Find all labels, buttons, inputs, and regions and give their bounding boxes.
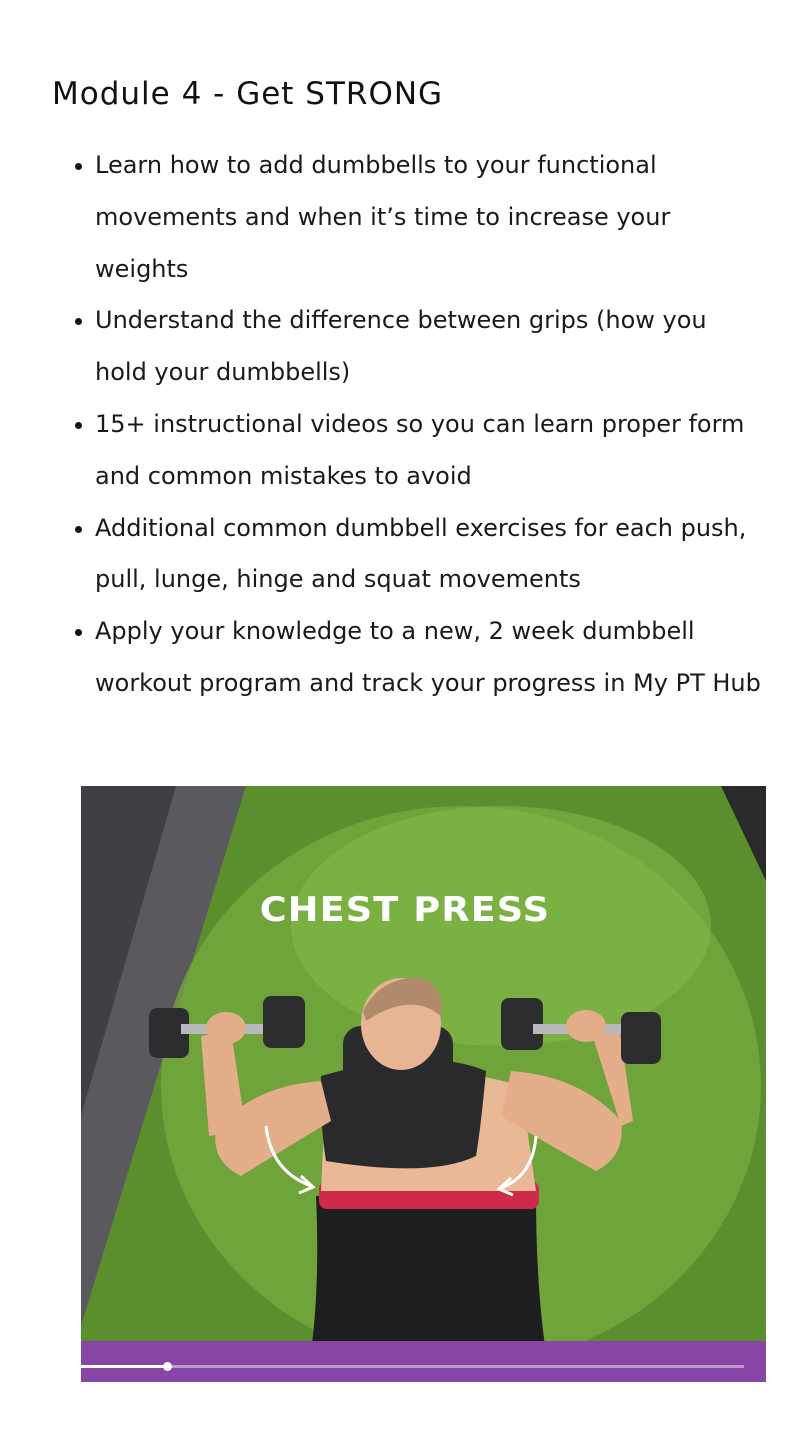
- progress-fill: [81, 1365, 167, 1368]
- feature-list: [95, 140, 765, 710]
- list-item: Additional common dumbbell exercises for each push, pull, lunge, hinge and squat movements: [95, 503, 765, 607]
- list-item: Understand the difference between grips (how you hold your dumbbells): [95, 295, 765, 399]
- video-overlay-title: CHEST PRESS: [259, 890, 551, 930]
- list-item: Apply your knowledge to a new, 2 week dumbbell workout program and track your progress in My PT Hub: [95, 606, 765, 710]
- video-player[interactable]: [81, 786, 766, 1382]
- module-title: Module 4 - Get STRONG: [52, 76, 444, 112]
- video-controls[interactable]: [81, 1341, 766, 1382]
- list-item: Learn how to add dumbbells to your functional movements and when it’s time to increase your weights: [95, 140, 765, 295]
- progress-knob[interactable]: [163, 1362, 172, 1371]
- list-item: 15+ instructional videos so you can learn proper form and common mistakes to avoid: [95, 399, 765, 503]
- video-frame: [81, 786, 766, 1382]
- progress-track[interactable]: [81, 1365, 744, 1368]
